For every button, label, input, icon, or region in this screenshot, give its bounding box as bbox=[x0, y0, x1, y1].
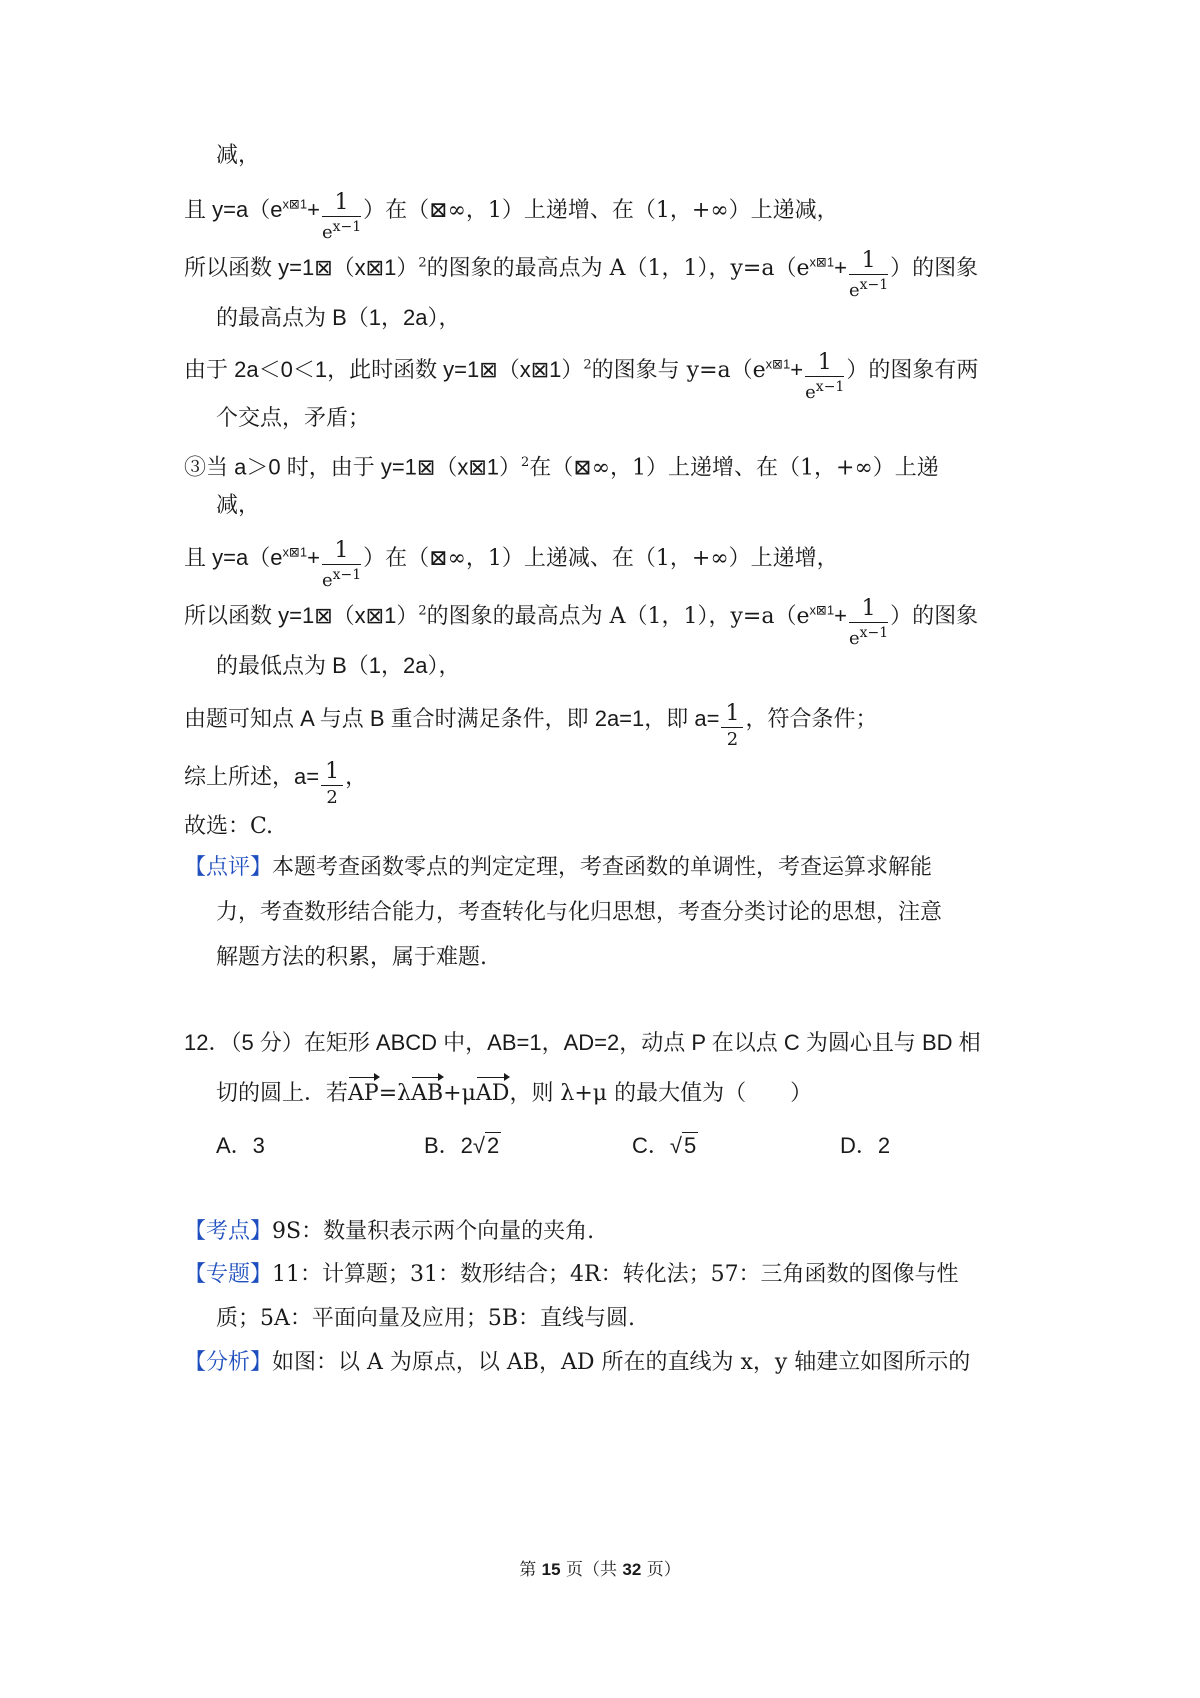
text-line: 所以函数 y=1⊠（x⊠1）$^2$的图象的最高点为 A（1，1），$y=a(e^{x⊠1}+$ $\frac{1}{e^{x-1}}$ ）的图象 bbox=[184, 596, 979, 649]
fraction: $\frac{1}{e^{x-1}}$ bbox=[321, 190, 362, 243]
option-d: D．2 bbox=[840, 1133, 891, 1158]
text-line: 且 $y=a(e^{x⊠1}+$ $\frac{1}{e^{x-1}}$ ）在（⊠∞，1）上递增、在（1，+∞）上递减， bbox=[184, 190, 839, 243]
sqrt-icon: √5 bbox=[669, 1133, 697, 1158]
question-12: 12．（5 分）在矩形 ABCD 中，AB=1，AD=2，动点 P 在以点 C 为圆心且与 BD 相 bbox=[184, 1030, 981, 1055]
text-line: 质；5A：平面向量及应用；5B：直线与圆. bbox=[216, 1306, 636, 1331]
fenxi-block: 【分析】如图：以 A 为原点，以 AB，AD 所在的直线为 x，y 轴建立如图所示的 bbox=[184, 1350, 971, 1375]
vector-ad: AD bbox=[476, 1079, 510, 1109]
text-line: 由于 2a＜0＜1，此时函数 y=1⊠（x⊠1）$^2$的图象与 $y=a(e^{x⊠1}+$ $\frac{1}{e^{x-1}}$ ）的图象有两 bbox=[184, 350, 979, 403]
text-line: 解题方法的积累，属于难题. bbox=[216, 945, 487, 970]
vector-ab: AB bbox=[411, 1079, 443, 1109]
option-c: C．√5 bbox=[632, 1131, 840, 1161]
answer-options bbox=[216, 1131, 1048, 1161]
kaodian-tag: 【考点】 bbox=[184, 1219, 273, 1244]
vector-ap: AP bbox=[348, 1079, 379, 1109]
text-line: 故选：C. bbox=[184, 814, 274, 839]
text-line: 力，考查数形结合能力，考查转化与化归思想，考查分类讨论的思想，注意 bbox=[216, 900, 943, 925]
text-line: 综上所述，a= $\frac{1}{2}$ ， bbox=[184, 759, 368, 808]
fraction-half: $\frac{1}{2}$ bbox=[321, 761, 343, 807]
option-b: B．2√2 bbox=[424, 1131, 632, 1161]
fraction: $\frac{1}{e^{x-1}}$ bbox=[848, 596, 889, 649]
fraction-half: $\frac{1}{2}$ bbox=[721, 703, 743, 749]
page-number: 15 bbox=[541, 1560, 561, 1579]
option-a: A．3 bbox=[216, 1133, 265, 1158]
text-line: 切的圆上．若AP=λAB+μAD，则 λ+μ 的最大值为（ ） bbox=[216, 1079, 812, 1109]
sqrt-icon: √2 bbox=[472, 1133, 500, 1158]
review-tag: 【点评】 bbox=[184, 855, 273, 880]
zhuanti-tag: 【专题】 bbox=[184, 1262, 273, 1287]
page-footer: 第 15 页（共 32 页） bbox=[519, 1560, 681, 1580]
text-line: 的最低点为 B（1，2a）， bbox=[216, 653, 461, 679]
fenxi-tag: 【分析】 bbox=[184, 1350, 273, 1375]
text-line: ③当 a＞0 时，由于 y=1⊠（x⊠1）$^2$在（⊠∞，1）上递增、在（1，+∞）上递 bbox=[184, 454, 939, 481]
page-total: 32 bbox=[622, 1560, 642, 1579]
text-line: 所以函数 y=1⊠（x⊠1）$^2$的图象的最高点为 A（1，1），$y=a(e^{x⊠1}+$ $\frac{1}{e^{x-1}}$ ）的图象 bbox=[184, 248, 979, 301]
text-line: 的最高点为 B（1，2a）， bbox=[216, 305, 461, 331]
text-line: 个交点，矛盾； bbox=[216, 406, 371, 431]
fraction: $\frac{1}{e^{x-1}}$ bbox=[848, 248, 889, 301]
text-line: 由题可知点 A 与点 B 重合时满足条件，即 2a=1，即 a= $\frac{1}{2}$ ，符合条件； bbox=[184, 701, 878, 750]
text-line: 减， bbox=[216, 493, 261, 518]
text-line: 减， bbox=[216, 143, 261, 168]
fraction: $\frac{1}{e^{x-1}}$ bbox=[805, 350, 845, 403]
review-block: 【点评】本题考查函数零点的判定定理，考查函数的单调性，考查运算求解能 bbox=[184, 855, 933, 880]
fraction: $\frac{1}{e^{x-1}}$ bbox=[321, 538, 362, 591]
zhuanti-block: 【专题】11：计算题；31：数形结合；4R：转化法；57：三角函数的图像与性 bbox=[184, 1262, 959, 1287]
kaodian-block: 【考点】9S：数量积表示两个向量的夹角. bbox=[184, 1219, 595, 1244]
text-line: 且 $y=a(e^{x⊠1}+$ $\frac{1}{e^{x-1}}$ ）在（⊠∞，1）上递减、在（1，+∞）上递增， bbox=[184, 538, 839, 591]
